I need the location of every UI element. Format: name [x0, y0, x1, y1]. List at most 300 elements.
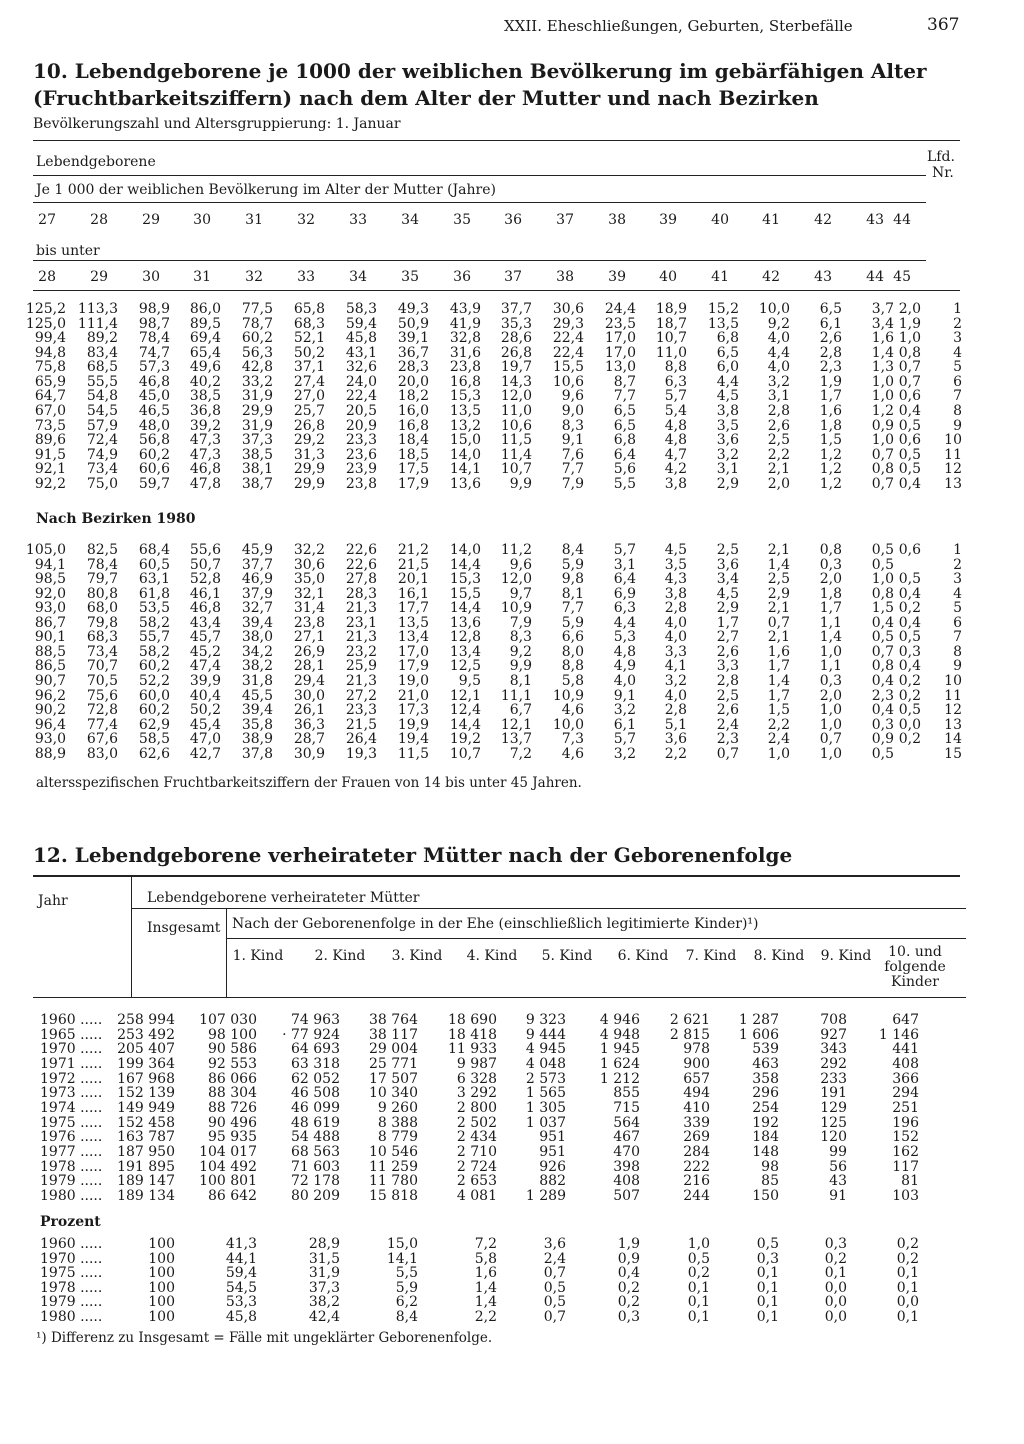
table-cell: 9,8 [561, 571, 584, 588]
table-cell: 1,8 [819, 417, 842, 434]
table-cell: 269 [683, 1129, 710, 1146]
table-cell: 2,6 [767, 417, 790, 434]
table-cell: 8,8 [561, 658, 584, 675]
table10-title-line1: 10. Lebendgeborene je 1000 der weiblichen Bevölkerung im gebärfähigen Alter [33, 59, 927, 83]
table-cell: 3,5 [716, 417, 739, 434]
table-cell: 8 388 [377, 1114, 418, 1131]
table-cell: 8,8 [664, 359, 687, 376]
table-cell: 56,8 [138, 432, 170, 449]
table-cell: 27,4 [293, 373, 325, 390]
table-cell: 19,0 [397, 673, 429, 690]
table-cell: 14,1 [386, 1250, 418, 1267]
year-label: 1975 ..... [40, 1265, 103, 1281]
table-cell: 99,4 [34, 330, 66, 347]
table-cell: 89,6 [34, 432, 66, 449]
row-number: 11 [944, 446, 962, 463]
table12-header-order: Nach der Geborenenfolge in der Ehe (einschließlich legitimierte Kinder)¹) [232, 916, 759, 932]
table-cell: 35,8 [241, 716, 273, 733]
table-cell: 4 081 [456, 1187, 497, 1204]
row-number: 4 [953, 344, 962, 361]
table-cell: 100 [148, 1265, 175, 1281]
table-cell: 1 289 [525, 1187, 566, 1204]
table-cell: 2,4 [716, 716, 739, 733]
table-cell: 4,8 [664, 417, 687, 434]
table-cell: 39,4 [241, 702, 273, 719]
table-cell: 79,7 [86, 571, 118, 588]
table-cell: 125,2 [25, 301, 66, 317]
table-cell: 100 [148, 1279, 175, 1296]
table-cell: 233 [820, 1070, 847, 1087]
table-cell: 90 496 [208, 1114, 257, 1131]
table-cell: 8,3 [509, 629, 532, 646]
table-cell: 0,5 [898, 417, 921, 434]
table-cell: 0,0 [824, 1279, 847, 1296]
table-cell: 91 [829, 1187, 847, 1204]
table-cell: 77,4 [86, 716, 118, 733]
table-cell: 68,3 [293, 315, 325, 332]
table-cell: 12,5 [449, 658, 481, 675]
table-cell: 60,2 [138, 702, 170, 719]
table-cell: 23,3 [345, 702, 377, 719]
table-cell: 46,9 [241, 571, 273, 588]
year-label: 1970 ..... [40, 1250, 103, 1267]
kind-column-header: 1. Kind [232, 948, 284, 964]
table-cell: 77,5 [241, 301, 273, 317]
table-cell: 0,3 [819, 673, 842, 690]
table-cell: 75,0 [86, 475, 118, 492]
table10-header-bottom-rule [33, 290, 960, 291]
table-cell: 45,2 [189, 643, 221, 660]
table-cell: 70,7 [86, 658, 118, 675]
table-cell: 1,0 [819, 716, 842, 733]
table-cell: 12,0 [500, 571, 532, 588]
table-cell: 8,1 [561, 585, 584, 602]
table-cell: 75,8 [34, 359, 66, 376]
table-cell: 0,4 [898, 585, 921, 602]
table-cell: 16,8 [397, 417, 429, 434]
table-cell: 0,8 [871, 461, 894, 478]
table12-col-jahr: Jahr [38, 893, 68, 909]
table-cell: 11,1 [500, 687, 532, 704]
table-cell: 1,2 [871, 403, 894, 420]
table-cell: 4 048 [525, 1055, 566, 1072]
table-cell: 184 [752, 1129, 779, 1146]
table-cell: 4,1 [664, 658, 687, 675]
row-number: 9 [953, 417, 962, 434]
table-cell: 54,8 [86, 388, 118, 405]
table-cell: 91,5 [34, 446, 66, 463]
table-cell: 0,3 [617, 1308, 640, 1325]
table-cell: 9,9 [509, 658, 532, 675]
table-cell: 3,1 [716, 461, 739, 478]
table-cell: 34,2 [241, 643, 273, 660]
table-cell: 22,6 [345, 542, 377, 558]
table-cell: 0,5 [871, 629, 894, 646]
age-from-header: 44 [893, 212, 911, 228]
table-cell: 0,2 [896, 1236, 919, 1252]
table-cell: 5,7 [664, 388, 687, 405]
table-cell: 36,7 [397, 344, 429, 361]
table-cell: 62,9 [138, 716, 170, 733]
table-cell: 32,2 [293, 542, 325, 558]
table-cell: 189 147 [117, 1173, 175, 1190]
row-number: 13 [944, 475, 962, 492]
table-cell: 28,6 [500, 330, 532, 347]
table-cell: 31,9 [241, 417, 273, 434]
table-cell: 73,4 [86, 461, 118, 478]
table-cell: 23,8 [345, 475, 377, 492]
table-cell: 1,4 [767, 556, 790, 573]
table-cell: 30,0 [293, 687, 325, 704]
age-from-header: 28 [90, 212, 108, 228]
table-cell: 564 [613, 1114, 640, 1131]
table-cell: 441 [892, 1041, 919, 1058]
table-cell: 42,8 [241, 359, 273, 376]
table-cell: 56,3 [241, 344, 273, 361]
table-cell: 20,9 [345, 417, 377, 434]
table-cell: 1 305 [525, 1099, 566, 1116]
table-cell: 0,7 [543, 1265, 566, 1281]
table-cell: 0,5 [687, 1250, 710, 1267]
table-cell: 0,1 [896, 1279, 919, 1296]
table-cell: 20,1 [397, 571, 429, 588]
table-cell: 49,3 [397, 301, 429, 317]
table-cell: 39,2 [189, 417, 221, 434]
table-cell: 11,4 [500, 446, 532, 463]
table-cell: 14,4 [449, 600, 481, 617]
table-cell: 1,0 [819, 643, 842, 660]
table-cell: 22,6 [345, 556, 377, 573]
age-to-header: 31 [193, 269, 211, 285]
table-cell: 92,1 [34, 461, 66, 478]
table-cell: 26,4 [345, 731, 377, 748]
table-cell: 222 [683, 1158, 710, 1175]
table-cell: 37,8 [241, 745, 273, 762]
table-cell: 470 [613, 1143, 640, 1160]
table-cell: 18 418 [448, 1026, 497, 1043]
table-cell: 100 [148, 1308, 175, 1325]
table-cell: 41,9 [449, 315, 481, 332]
table-cell: 17,0 [604, 330, 636, 347]
table-cell: 37,3 [241, 432, 273, 449]
table-cell: 0,7 [898, 359, 921, 376]
table-cell: 3,7 [871, 301, 894, 317]
table-cell: 2,1 [767, 461, 790, 478]
table-cell: 31,9 [241, 388, 273, 405]
table10-footnote: altersspezifischen Fruchtbarkeitsziffern der Frauen von 14 bis unter 45 Jahren. [36, 775, 582, 791]
table-cell: 1,6 [474, 1265, 497, 1281]
age-to-header: 37 [504, 269, 522, 285]
table-cell: 81 [901, 1173, 919, 1190]
table-cell: 92,0 [34, 585, 66, 602]
table-cell: 4,5 [716, 585, 739, 602]
table-cell: 53,3 [225, 1294, 257, 1310]
table-cell: 4,4 [613, 614, 636, 631]
table-cell: 23,2 [345, 643, 377, 660]
table-cell: 0,2 [898, 600, 921, 617]
table-cell: 2 502 [456, 1114, 497, 1131]
year-label: 1972 ..... [40, 1070, 103, 1087]
table-cell: 53,5 [138, 600, 170, 617]
table-cell: 6,5 [613, 417, 636, 434]
kind-column-header: 2. Kind [314, 948, 366, 964]
table-cell: 27,2 [345, 687, 377, 704]
age-to-header: 38 [556, 269, 574, 285]
table-cell: 4,6 [561, 702, 584, 719]
table-cell: 12,0 [500, 388, 532, 405]
table-cell: 31,8 [241, 673, 273, 690]
kind-column-header: 3. Kind [391, 948, 443, 964]
table12-last-col-line2: folgende [884, 959, 946, 975]
table-cell: 19,4 [397, 731, 429, 748]
row-number: 10 [944, 673, 962, 690]
table-cell: 50,9 [397, 315, 429, 332]
table-cell: 1,9 [898, 315, 921, 332]
year-label: 1975 ..... [40, 1114, 103, 1131]
table-cell: 4,8 [613, 643, 636, 660]
table-cell: 10 546 [369, 1143, 418, 1160]
table-cell: 74 963 [291, 1012, 340, 1028]
table-cell: 6,5 [716, 344, 739, 361]
table-cell: 47,3 [189, 446, 221, 463]
table-cell: 17,5 [397, 461, 429, 478]
table-cell: 0,8 [898, 344, 921, 361]
table-cell: 7,6 [561, 446, 584, 463]
table-cell: 0,8 [871, 658, 894, 675]
table-cell: 13,5 [707, 315, 739, 332]
table-cell: 17,7 [397, 600, 429, 617]
table-cell: 2,2 [767, 446, 790, 463]
table-cell: 408 [613, 1173, 640, 1190]
table-cell: 68,5 [86, 359, 118, 376]
table-cell: 978 [683, 1041, 710, 1058]
table-cell: 92 553 [208, 1055, 257, 1072]
table-cell: 6 328 [456, 1070, 497, 1087]
table-cell: 100 [148, 1250, 175, 1267]
table-cell: 2,8 [664, 702, 687, 719]
table-cell: 0,2 [898, 731, 921, 748]
table-cell: 2,5 [767, 432, 790, 449]
table-cell: 1,4 [767, 673, 790, 690]
row-number: 3 [953, 330, 962, 347]
table-cell: 104 492 [199, 1158, 257, 1175]
table-cell: 3,6 [664, 731, 687, 748]
age-from-header: 34 [401, 212, 419, 228]
table-cell: 2,3 [819, 359, 842, 376]
table-cell: 45,7 [189, 629, 221, 646]
table-cell: 1,4 [819, 629, 842, 646]
table-cell: 0,4 [617, 1265, 640, 1281]
table-cell: 1,4 [474, 1279, 497, 1296]
table-cell: 65,4 [189, 344, 221, 361]
table-cell: 13,4 [449, 643, 481, 660]
table-cell: 1 146 [878, 1026, 919, 1043]
table-cell: 14,1 [449, 461, 481, 478]
age-from-header: 35 [453, 212, 471, 228]
table-cell: 52,2 [138, 673, 170, 690]
table-cell: 35,0 [293, 571, 325, 588]
table-cell: 0,5 [898, 571, 921, 588]
table-cell: 9,1 [561, 432, 584, 449]
table-cell: 539 [752, 1041, 779, 1058]
kind-column-header: 4. Kind [466, 948, 518, 964]
age-to-header: 28 [38, 269, 56, 285]
table-cell: 47,0 [189, 731, 221, 748]
table-cell: 38,1 [241, 461, 273, 478]
age-from-header: 42 [814, 212, 832, 228]
table-cell: 3,3 [716, 658, 739, 675]
table-cell: 79,8 [86, 614, 118, 631]
table-cell: 167 968 [117, 1070, 175, 1087]
table-cell: 855 [613, 1085, 640, 1102]
table-cell: 16,8 [449, 373, 481, 390]
table-cell: 20,0 [397, 373, 429, 390]
table-cell: 23,6 [345, 446, 377, 463]
table-cell: 7,7 [613, 388, 636, 405]
age-to-header: 33 [297, 269, 315, 285]
table-cell: 23,3 [345, 432, 377, 449]
table-cell: 38 117 [369, 1026, 418, 1043]
row-number: 3 [953, 571, 962, 588]
table-cell: 708 [820, 1012, 847, 1028]
table-cell: 32,7 [241, 600, 273, 617]
table-cell: 6,9 [613, 585, 636, 602]
table-cell: 68 563 [291, 1143, 340, 1160]
table-cell: 149 949 [117, 1099, 175, 1116]
table-cell: 13,6 [449, 614, 481, 631]
table-cell: 8,7 [613, 373, 636, 390]
year-label: 1974 ..... [40, 1099, 103, 1116]
table-cell: 2,2 [767, 716, 790, 733]
table-cell: 30,6 [293, 556, 325, 573]
table10-lfd-line1: Lfd. [927, 149, 955, 165]
table-cell: 40,2 [189, 373, 221, 390]
table-cell: 26,9 [293, 643, 325, 660]
table-cell: 2,5 [716, 687, 739, 704]
table-cell: 1 037 [525, 1114, 566, 1131]
table-cell: 10,7 [449, 745, 481, 762]
table-cell: 30,6 [552, 301, 584, 317]
table-cell: 65,8 [293, 301, 325, 317]
table-cell: 0,9 [871, 417, 894, 434]
table-cell: 0,7 [819, 731, 842, 748]
table-cell: 36,8 [189, 403, 221, 420]
table-cell: 4 948 [599, 1026, 640, 1043]
table-cell: 26,1 [293, 702, 325, 719]
age-from-header: 30 [193, 212, 211, 228]
table-cell: 38,2 [308, 1294, 340, 1310]
table-cell: 1,0 [898, 330, 921, 347]
table-cell: 3,8 [664, 585, 687, 602]
table-cell: 50,2 [293, 344, 325, 361]
table-cell: 38,2 [241, 658, 273, 675]
table-cell: 72,8 [86, 702, 118, 719]
table-cell: 2,7 [716, 629, 739, 646]
table-cell: 192 [752, 1114, 779, 1131]
table-cell: 294 [892, 1085, 919, 1102]
table-cell: 9,2 [767, 315, 790, 332]
row-number: 5 [953, 600, 962, 617]
row-number: 7 [953, 629, 962, 646]
table-cell: 3,8 [716, 403, 739, 420]
table-cell: 0,4 [871, 673, 894, 690]
table10-header-second: Je 1 000 der weiblichen Bevölkerung im Alter der Mutter (Jahre) [36, 182, 496, 198]
table-cell: 0,5 [898, 629, 921, 646]
table-cell: 14,4 [449, 716, 481, 733]
table-cell: 13,5 [449, 403, 481, 420]
table-cell: 0,5 [871, 542, 894, 558]
table-cell: 13,5 [397, 614, 429, 631]
table-cell: 3,4 [871, 315, 894, 332]
table-cell: 49,6 [189, 359, 221, 376]
table-cell: 57,3 [138, 359, 170, 376]
age-from-header: 33 [349, 212, 367, 228]
table-cell: 0,7 [898, 373, 921, 390]
table-cell: 0,3 [824, 1236, 847, 1252]
table-cell: 10,6 [552, 373, 584, 390]
table-cell: 65,9 [34, 373, 66, 390]
table-cell: 46 508 [291, 1085, 340, 1102]
table-cell: 39,1 [397, 330, 429, 347]
table-cell: 1,4 [474, 1294, 497, 1310]
table-cell: 71 603 [291, 1158, 340, 1175]
table-cell: 30,9 [293, 745, 325, 762]
table-cell: 18,5 [397, 446, 429, 463]
table-cell: 1,3 [871, 359, 894, 376]
table-cell: 1,0 [871, 388, 894, 405]
age-to-header: 43 [814, 269, 832, 285]
table-cell: 45,8 [345, 330, 377, 347]
table-cell: 56 [829, 1158, 847, 1175]
table-cell: 366 [892, 1070, 919, 1087]
table-cell: 43,9 [449, 301, 481, 317]
table-cell: 0,5 [898, 461, 921, 478]
table-cell: 463 [752, 1055, 779, 1072]
table-cell: 4,0 [664, 614, 687, 631]
table-cell: 715 [613, 1099, 640, 1116]
year-label: 1980 ..... [40, 1187, 103, 1204]
table-cell: 191 [820, 1085, 847, 1102]
table-cell: 52,8 [189, 571, 221, 588]
table-cell: 6,5 [613, 403, 636, 420]
table-cell: 33,2 [241, 373, 273, 390]
row-number: 7 [953, 388, 962, 405]
table-cell: 11 259 [369, 1158, 418, 1175]
table-cell: 59,4 [225, 1265, 257, 1281]
table-cell: 7,9 [561, 475, 584, 492]
table-cell: 0,2 [824, 1250, 847, 1267]
age-to-header: 30 [142, 269, 160, 285]
age-from-header: 29 [142, 212, 160, 228]
table-cell: 82,5 [86, 542, 118, 558]
table-cell: 4,0 [613, 673, 636, 690]
table-cell: 2,0 [819, 687, 842, 704]
table-cell: 6,8 [716, 330, 739, 347]
year-label: 1979 ..... [40, 1294, 103, 1310]
age-from-header: 36 [504, 212, 522, 228]
table-cell: 2,6 [819, 330, 842, 347]
table-cell: 150 [752, 1187, 779, 1204]
table-cell: 25,9 [345, 658, 377, 675]
table-cell: 251 [892, 1099, 919, 1116]
table-cell: 4 945 [525, 1041, 566, 1058]
table-cell: 88,5 [34, 643, 66, 660]
table-cell: 12,1 [449, 687, 481, 704]
table10-rule-4 [33, 260, 926, 261]
table-cell: 78,7 [241, 315, 273, 332]
table-cell: 2 653 [456, 1173, 497, 1190]
table-cell: 104 017 [199, 1143, 257, 1160]
